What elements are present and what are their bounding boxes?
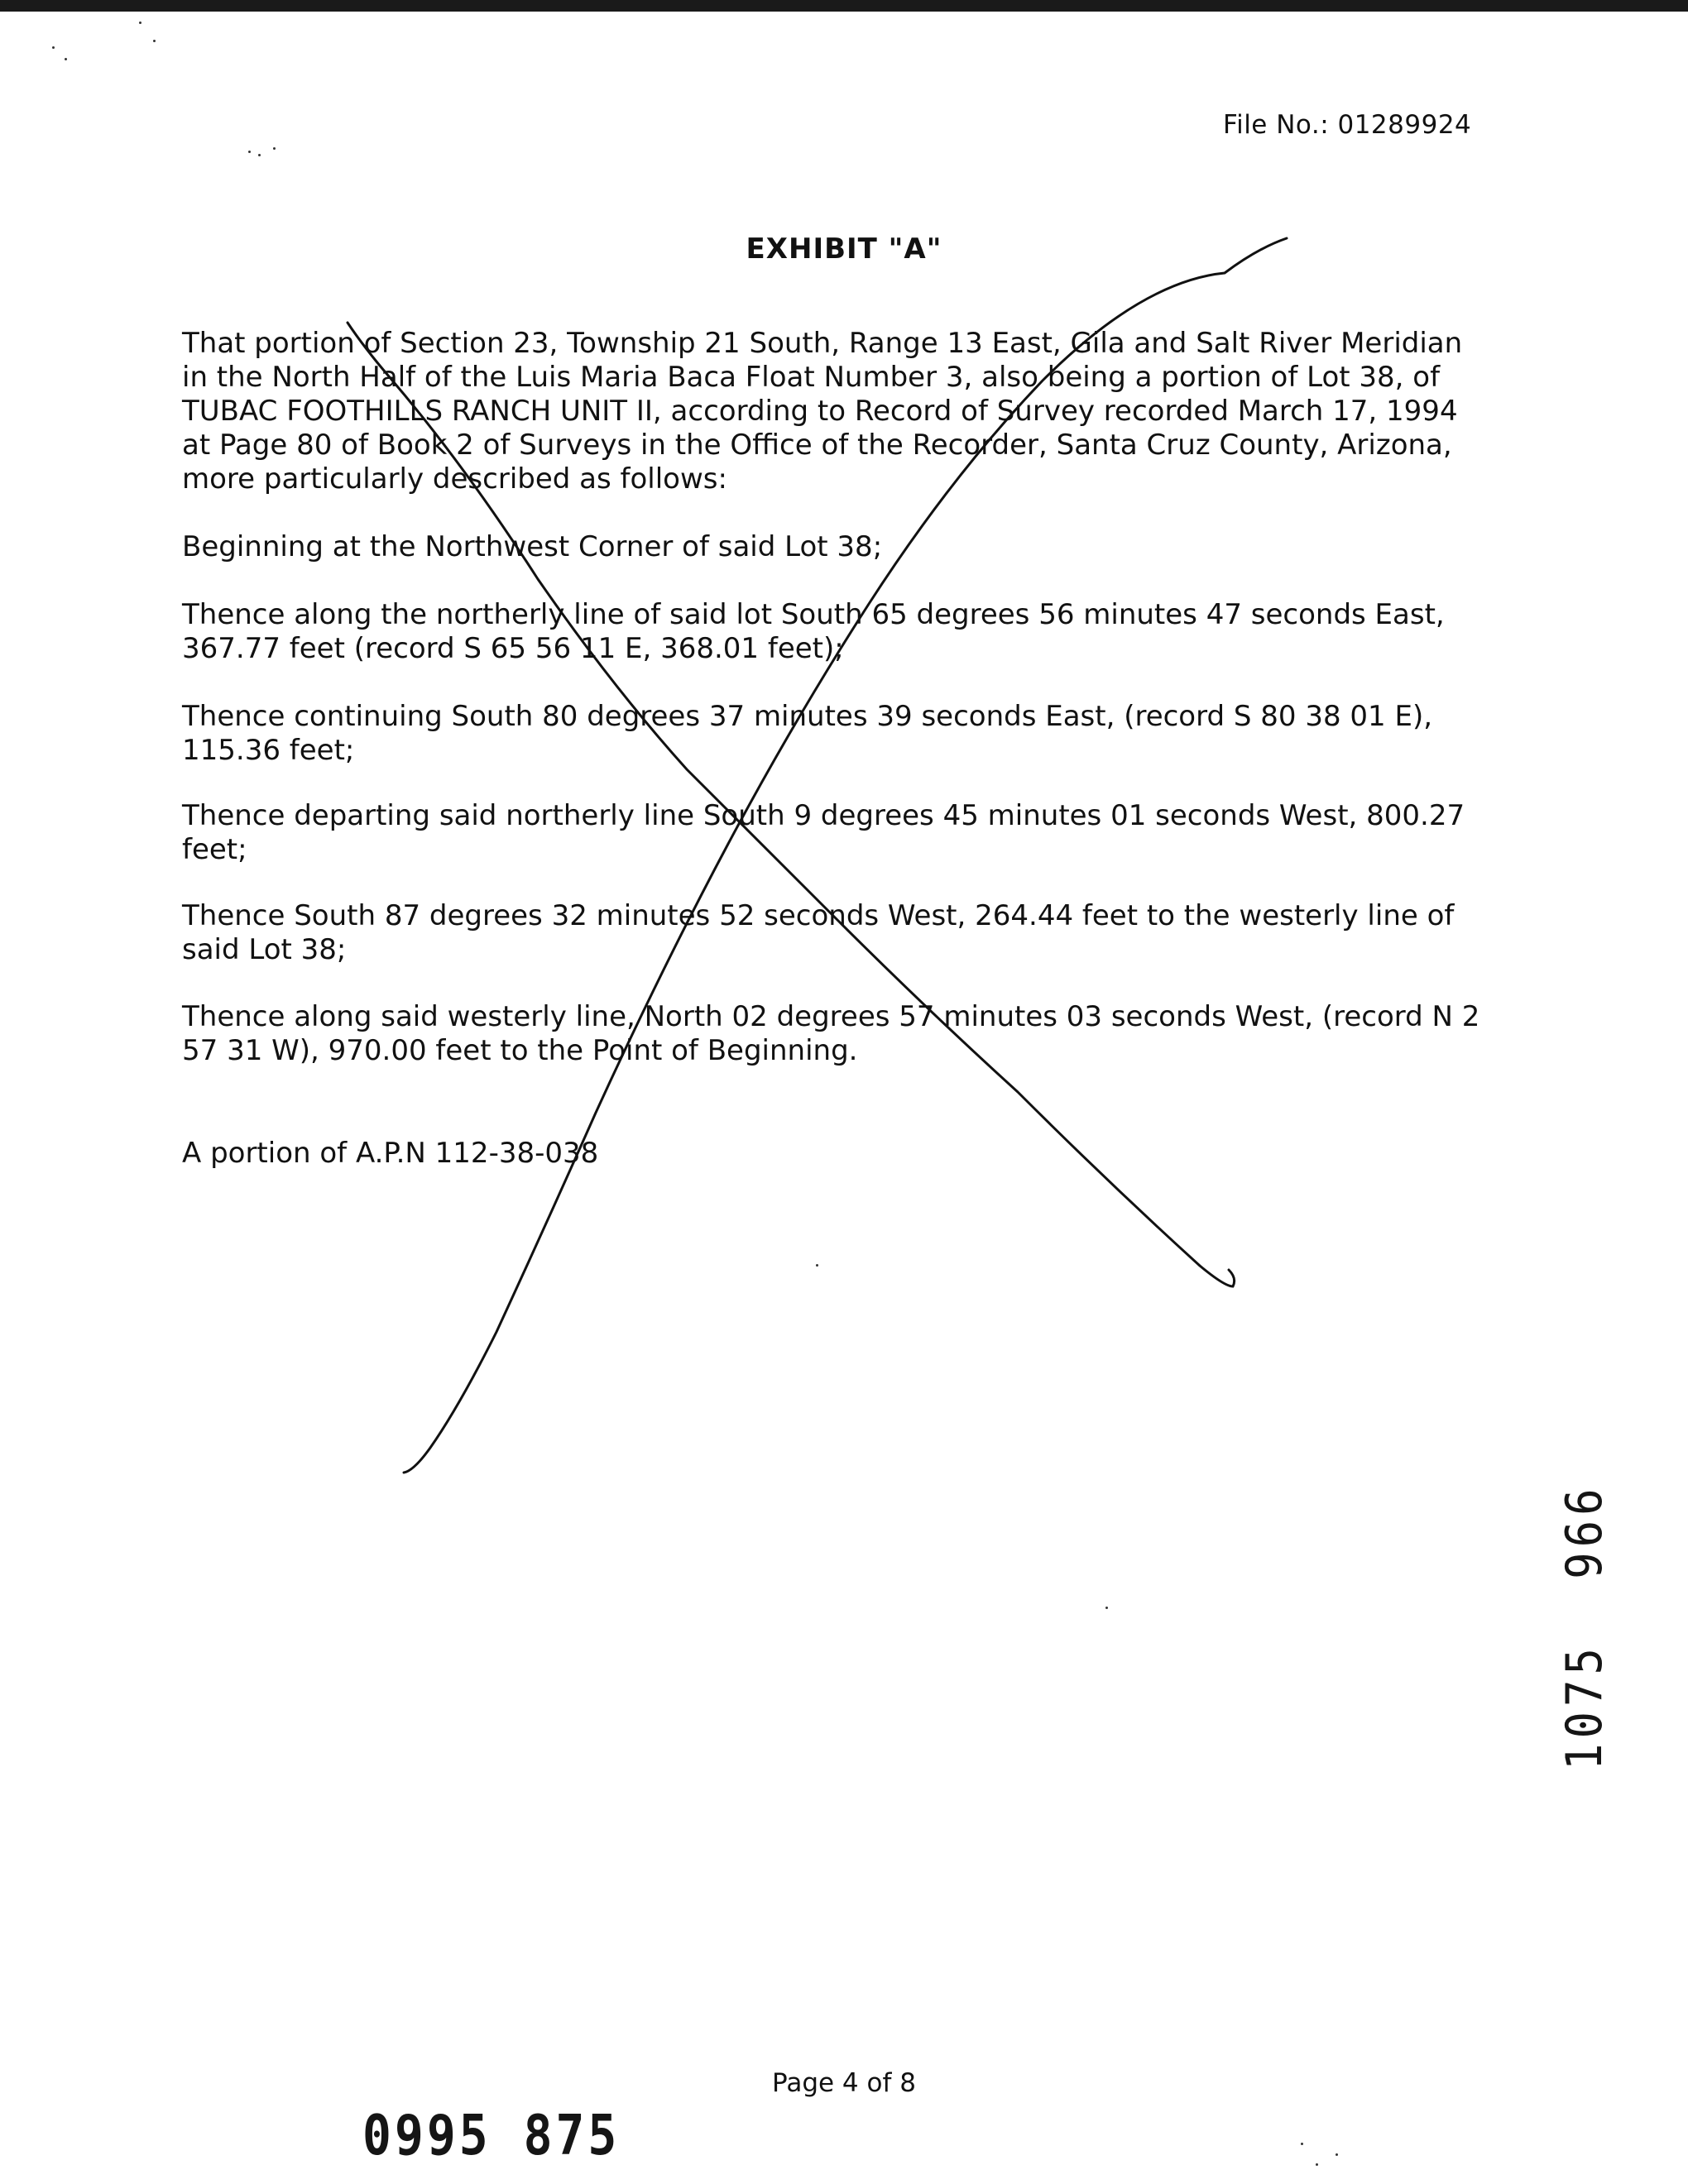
scan-speck xyxy=(816,1264,818,1267)
legal-description-paragraph xyxy=(182,327,1489,496)
recording-stamp-bottom: 0995 875 xyxy=(362,2103,621,2168)
scan-speck xyxy=(1336,2153,1338,2156)
course-5-paragraph xyxy=(182,1000,1489,1068)
beginning-paragraph xyxy=(182,530,1489,564)
paragraph-text: Thence South 87 degrees 32 minutes 52 seconds West, 264.44 feet to the westerly line of said Lot 38; xyxy=(182,899,1455,966)
paragraph-text: Thence continuing South 80 degrees 37 minutes 39 seconds East, (record S 80 38 01 E), 115.36 feet; xyxy=(182,700,1433,767)
paragraph-text: That portion of Section 23, Township 21 South, Range 13 East, Gila and Salt River Meridian in the North Half of the Luis Maria Baca Float Number 3, also being a portion of Lot 38, of TUBAC FOOTHILLS RANCH UNIT II, according to Record of Survey recorded March 17, 1994 at Page 80 of Book 2 of Surveys in the Office of the Recorder, Santa Cruz County, Arizona, more particularly described as follows: xyxy=(182,327,1463,496)
course-2-paragraph xyxy=(182,700,1489,768)
course-1-paragraph xyxy=(182,598,1489,666)
scan-speck xyxy=(248,151,251,153)
scan-speck xyxy=(52,46,55,49)
scan-speck xyxy=(1316,2163,1318,2166)
scan-speck xyxy=(1301,2143,1303,2145)
apn-paragraph xyxy=(182,1137,1489,1171)
paragraph-text: Thence departing said northerly line South 9 degrees 45 minutes 01 seconds West, 800.27 feet; xyxy=(182,799,1465,866)
paragraph-text: Thence along said westerly line, North 02 degrees 57 minutes 03 seconds West, (record N 2 57 31 W), 970.00 feet to the Point of Beginning. xyxy=(182,1000,1480,1067)
paragraph-text: Beginning at the Northwest Corner of said Lot 38; xyxy=(182,530,883,563)
scan-speck xyxy=(1105,1607,1108,1609)
scan-speck xyxy=(258,154,261,156)
course-3-paragraph xyxy=(182,799,1489,867)
scan-top-edge xyxy=(0,0,1688,12)
scan-speck xyxy=(65,58,67,60)
course-4-paragraph xyxy=(182,899,1489,967)
scan-speck xyxy=(273,147,276,150)
recording-stamp-side: 1075 966 xyxy=(1556,1483,1614,1770)
page-number: Page 4 of 8 xyxy=(772,2068,916,2098)
paragraph-text: A portion of A.P.N 112-38-038 xyxy=(182,1137,599,1170)
file-number: File No.: 01289924 xyxy=(1223,110,1472,140)
paragraph-text: Thence along the northerly line of said lot South 65 degrees 56 minutes 47 seconds East, 367.77 feet (record S 65 56 11 E, 368.01 feet); xyxy=(182,598,1445,665)
scan-speck xyxy=(139,22,141,24)
scan-speck xyxy=(153,40,156,42)
exhibit-title: EXHIBIT "A" xyxy=(746,232,942,266)
